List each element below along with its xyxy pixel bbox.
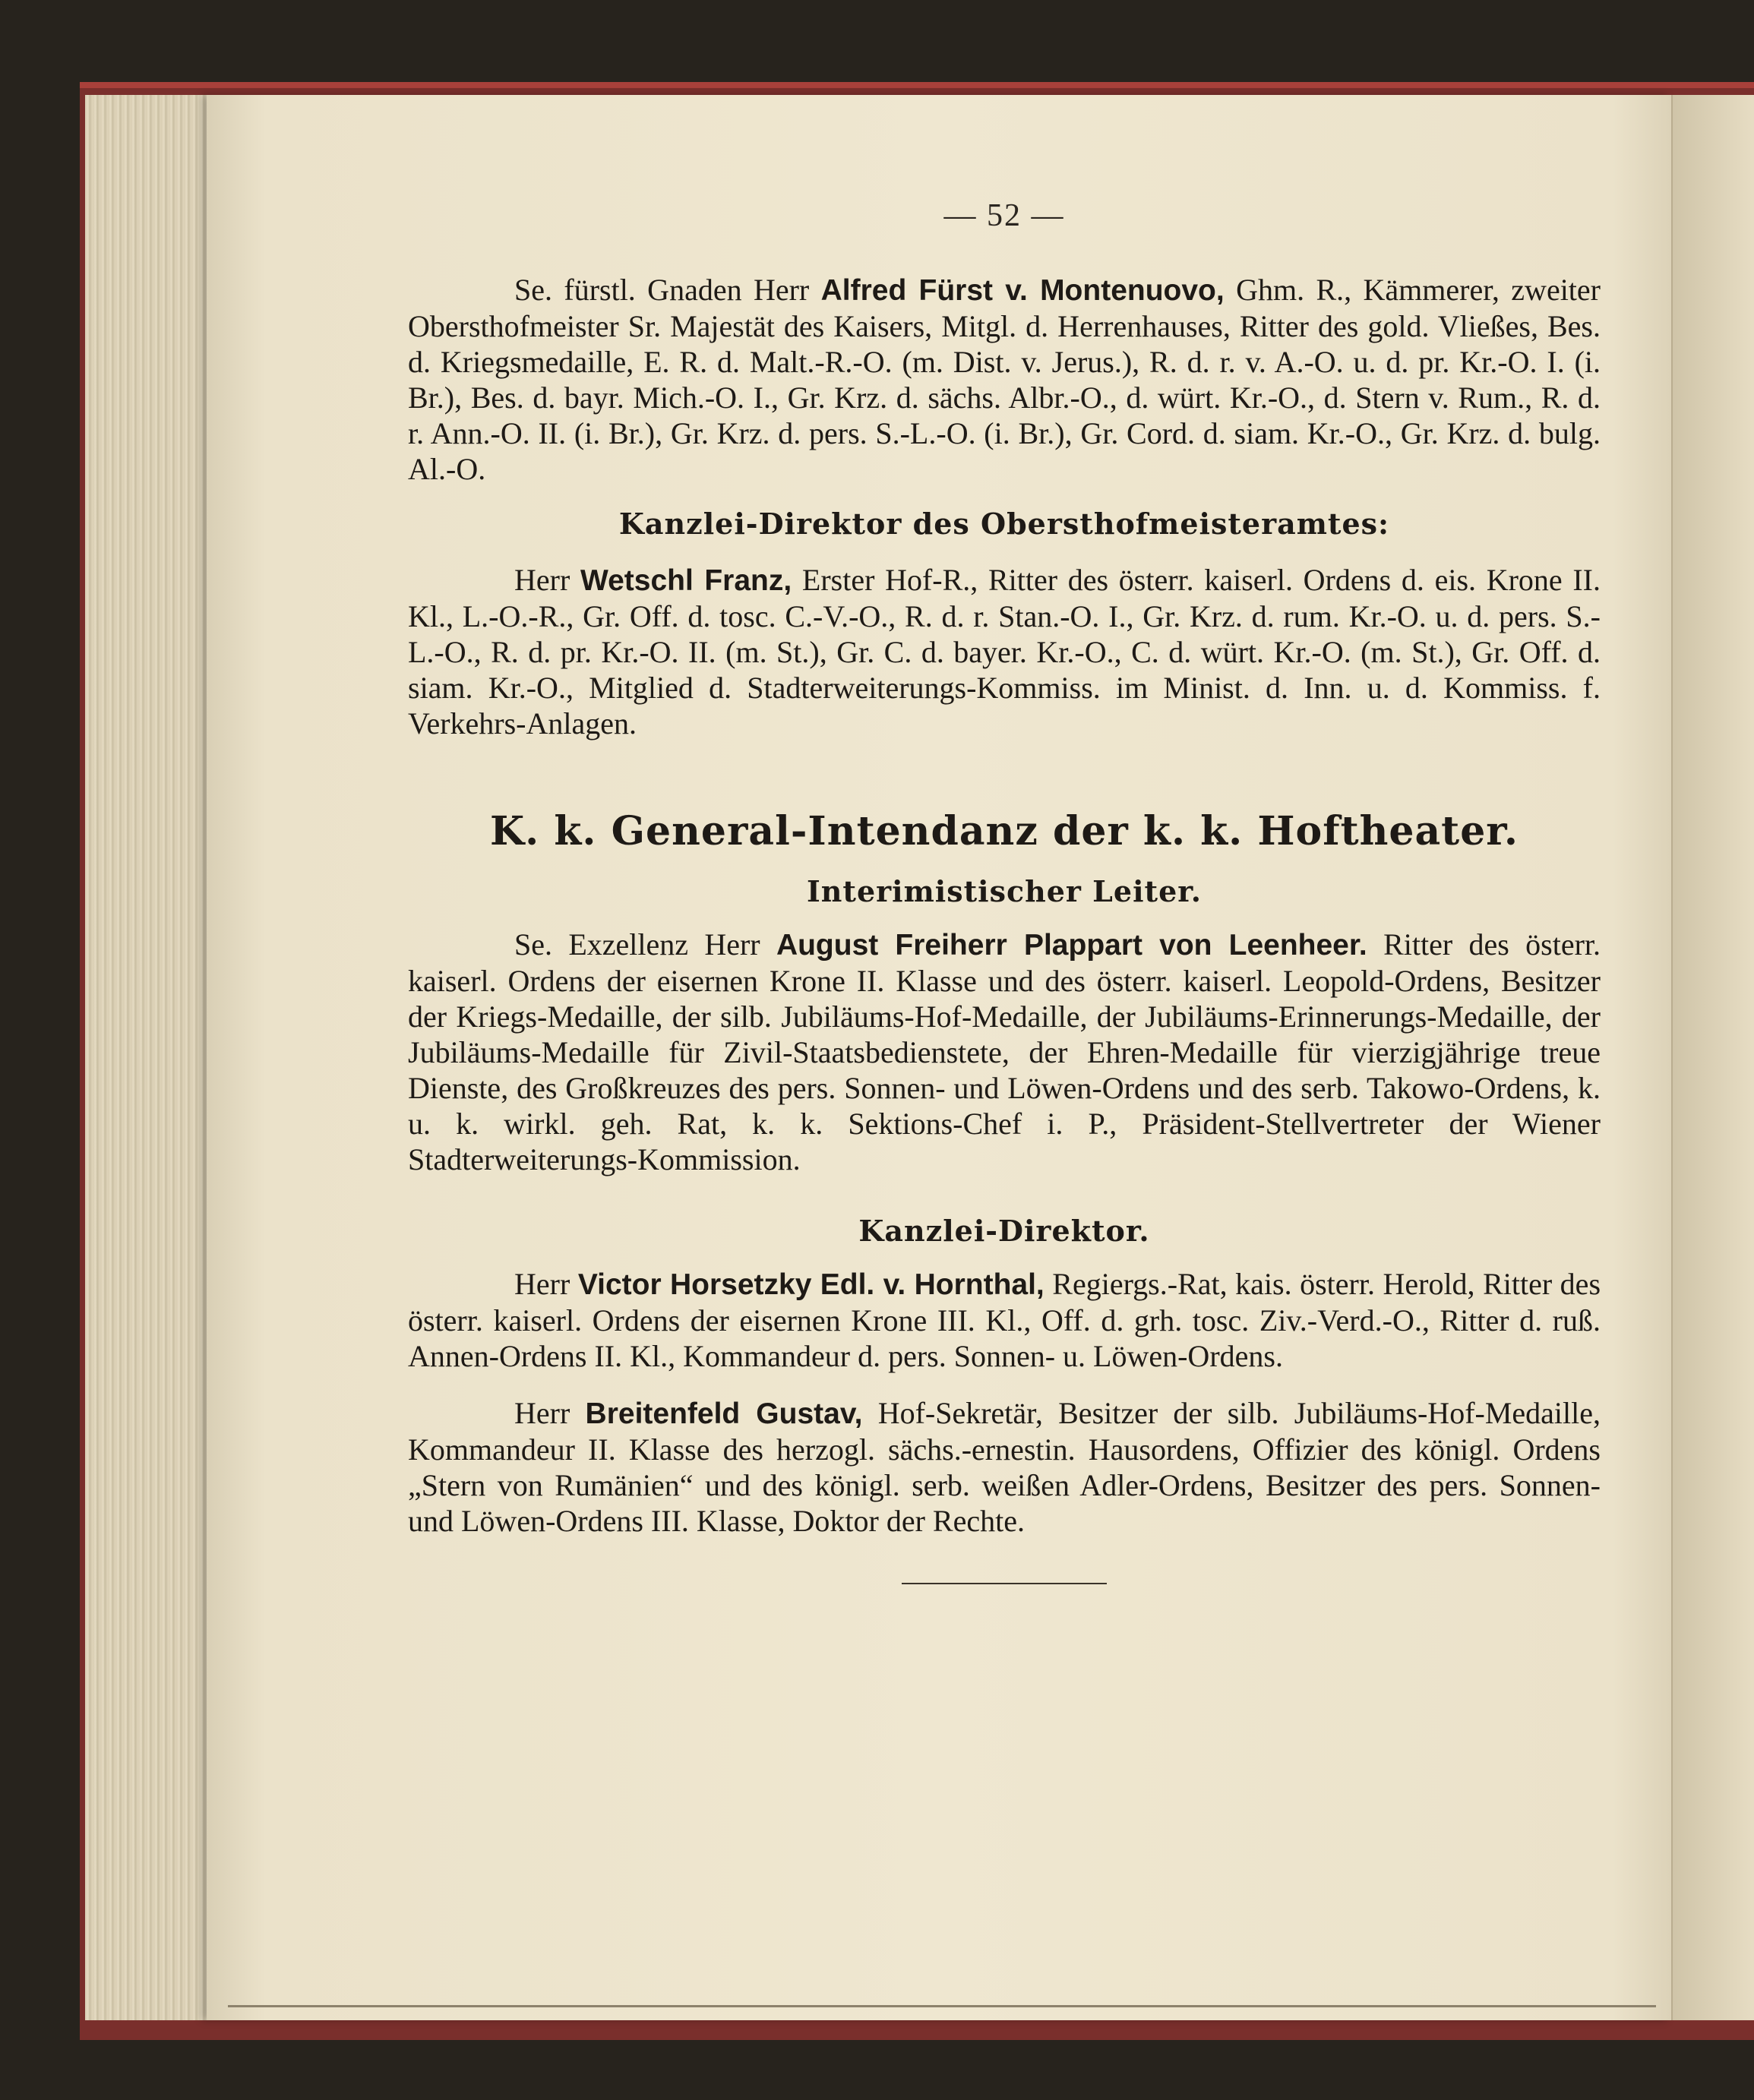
spacer	[408, 1177, 1601, 1214]
entry-text: Ritter des österr. kaiserl. Ordens der eisernen Krone II. Klasse und des österr. kaiserl. Leopold-Ordens, Besitzer der Kriegs-Medaille, der silb. Jubiläums-Hof-Medaille, der Jubiläums-Erinnerungs-Medaille, der Jubiläums-Medaille für Zivil-Staatsbedienstete, der Ehren-Medaille für vierzigjährige treue Dienste, des Großkreuzes des pers. Sonnen- und Löwen-Ordens und des serb. Takowo-Ordens, k. u. k. wirkl. geh. Rat, k. k. Sektions-Chef i. P., Präsident-Stellvertreter der Wiener Stadterweiterungs-Kommission.	[408, 927, 1601, 1176]
entry-wetschl	[408, 562, 1601, 741]
end-rule	[902, 1583, 1107, 1584]
entry-horsetzky	[408, 1266, 1601, 1374]
entry-prefix: Se. fürstl. Gnaden Herr	[514, 273, 821, 307]
page-bottom-rule	[228, 2005, 1656, 2007]
entry-prefix: Herr	[514, 1267, 578, 1301]
entry-breitenfeld	[408, 1395, 1601, 1539]
person-name: Victor Horsetzky Edl. v. Hornthal,	[577, 1268, 1044, 1301]
entry-montenuovo	[408, 272, 1601, 487]
person-name: August Freiherr Plappart von Leenheer.	[776, 929, 1367, 962]
spacer	[408, 1374, 1601, 1395]
entry-prefix: Herr	[514, 563, 580, 597]
entry-text: Hof-Sekretär, Besitzer der silb. Jubiläums-Hof-Medaille, Kommandeur II. Klasse des herzogl. sächs.-ernestin. Hausordens, Offizier des königl. Ordens „Stern von Rumänien“ und des königl. serb. weißen Adler-Ordens, Besitzer des pers. Sonnen- und Löwen-Ordens III. Klasse, Doktor der Rechte.	[408, 1396, 1601, 1538]
entry-text: Ghm. R., Kämmerer, zweiter Obersthofmeister Sr. Majestät des Kaisers, Mitgl. d. Herrenhauses, Ritter des gold. Vließes, Bes. d. Kriegsmedaille, E. R. d. Malt.-R.-O. (m. Dist. v. Jerus.), R. d. r. v. A.-O. u. d. pr. Kr.-O. I. (i. Br.), Bes. d. bayr. Mich.-O. I., Gr. Krz. d. sächs. Albr.-O., d. würt. Kr.-O., d. Stern v. Rum., R. d. r. Ann.-O. II. (i. Br.), Gr. Krz. d. pers. S.-L.-O. (i. Br.), Gr. Cord. d. siam. Kr.-O., Gr. Krz. d. bulg. Al.-O.	[408, 273, 1601, 486]
director-heading: Kanzlei-Direktor.	[858, 1214, 1150, 1248]
person-name: Alfred Fürst v. Montenuovo,	[820, 274, 1225, 307]
facing-page-edge	[1671, 95, 1754, 2020]
person-name: Breitenfeld Gustav,	[585, 1397, 863, 1430]
page-content	[408, 197, 1601, 1584]
entry-prefix: Se. Exzellenz Herr	[514, 927, 776, 962]
section-title: K. k. General-Intendanz der k. k. Hoftheater.	[489, 808, 1519, 854]
page-number: — 52 —	[943, 198, 1065, 233]
entry-plappart	[408, 927, 1601, 1177]
entry-prefix: Herr	[514, 1396, 586, 1430]
entry-text: Erster Hof-R., Ritter des österr. kaiserl. Ordens d. eis. Krone II. Kl., L.-O.-R., Gr. Off. d. tosc. C.-V.-O., R. d. r. Stan.-O. I., Gr. Krz. d. rum. Kr.-O. u. d. pers. S.-L.-O., R. d. pr. Kr.-O. II. (m. St.), Gr. C. d. bayer. Kr.-O., C. d. würt. Kr.-O. (m. St.), Gr. Off. d. siam. Kr.-O., Mitglied d. Stadterweiterungs-Kommiss. im Minist. d. Inn. u. d. Kommiss. f. Verkehrs-Anlagen.	[408, 563, 1601, 741]
person-name: Wetschl Franz,	[580, 564, 792, 597]
section-heading: Kanzlei-Direktor des Obersthofmeisteramtes:	[618, 507, 1390, 541]
section-subheading: Interimistischer Leiter.	[806, 874, 1203, 908]
entry-text: Regiergs.-Rat, kais. österr. Herold, Ritter des österr. kaiserl. Ordens der eisernen Krone III. Kl., Off. d. grh. tosc. Ziv.-Verd.-O., Ritter d. ruß. Annen-Ordens II. Kl., Kommandeur d. pers. Sonnen- u. Löwen-Ordens.	[408, 1267, 1601, 1373]
